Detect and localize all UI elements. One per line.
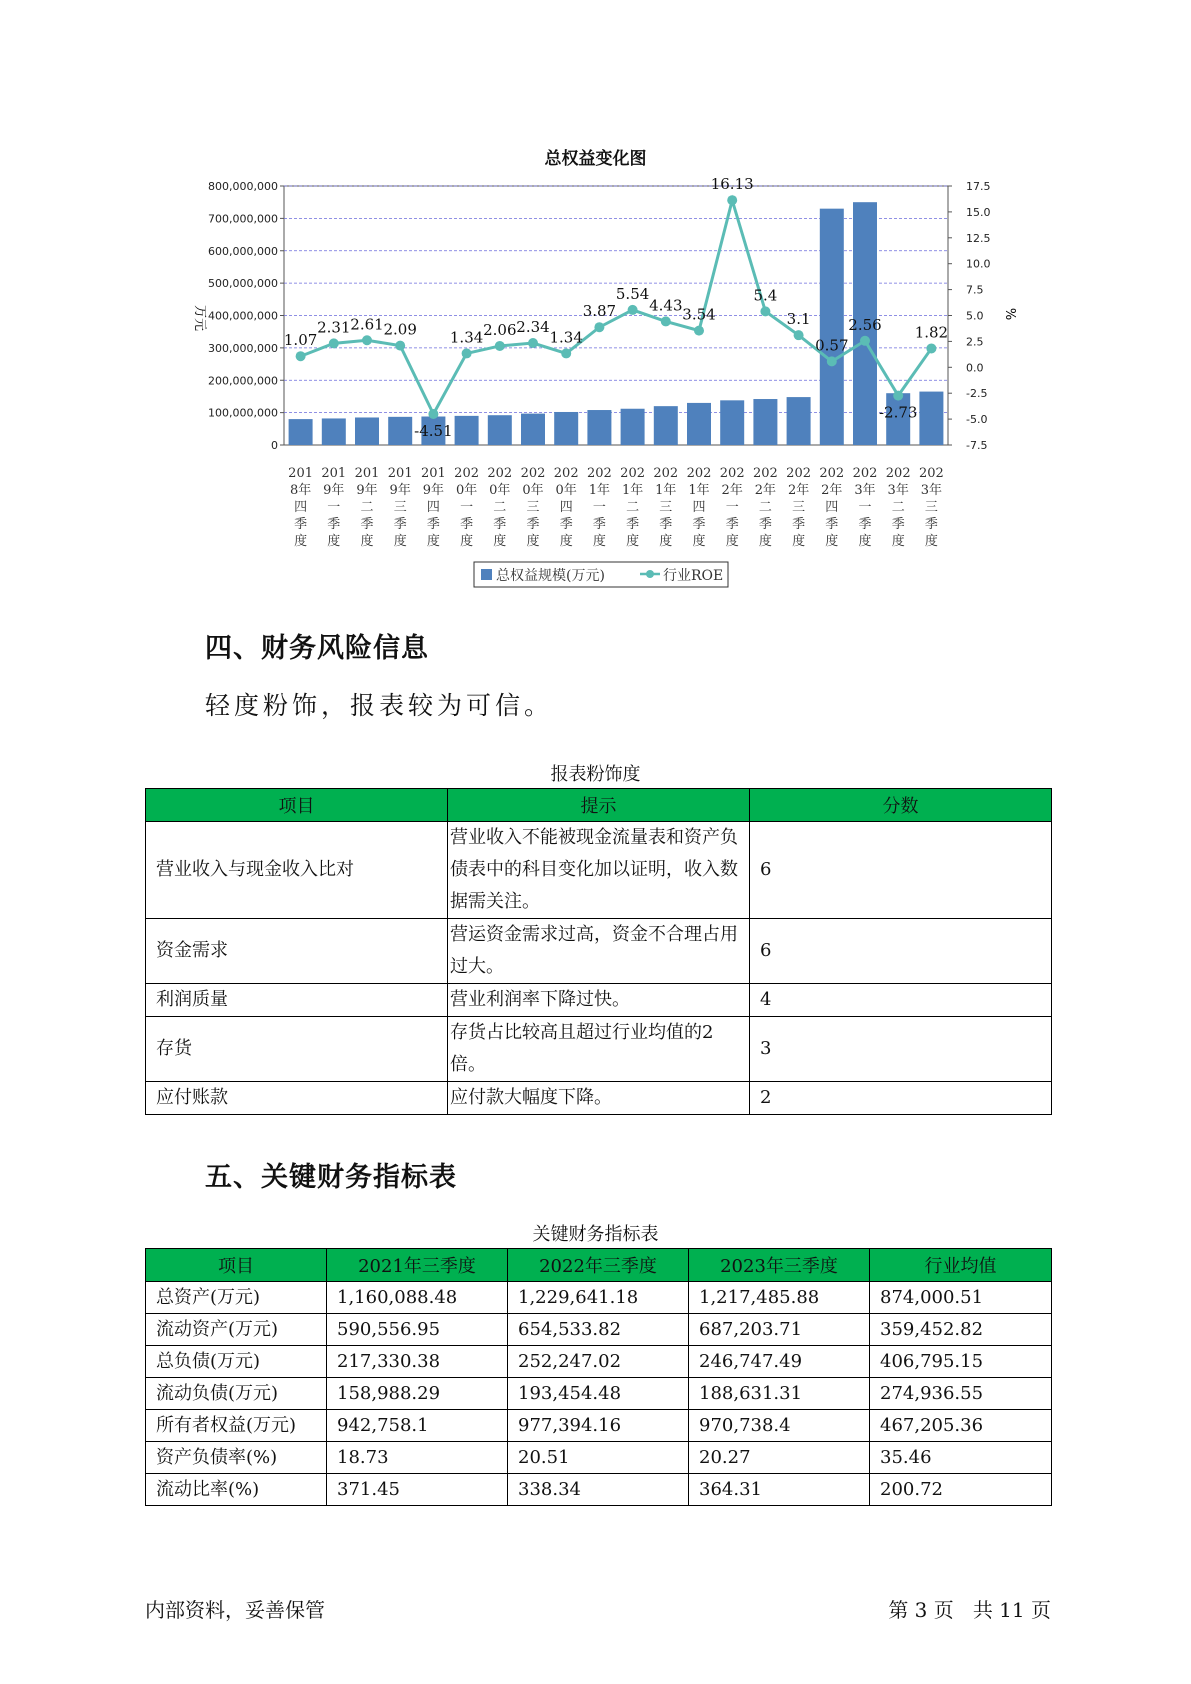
table-row <box>146 984 1052 1017</box>
y-tick-label: 800,000,000 <box>208 180 278 193</box>
x-tick-label: 202 1年二季度 <box>620 466 646 549</box>
kpi-value: 200.72 <box>870 1474 1052 1506</box>
bar <box>753 399 777 445</box>
kpi-value: 20.27 <box>689 1442 870 1474</box>
page-number: 第 3 页 共 11 页 <box>888 1598 1051 1622</box>
kpi-item: 总负债(万元) <box>146 1346 327 1378</box>
kpi-value: 188,631.31 <box>689 1378 870 1410</box>
kpi-value: 687,203.71 <box>689 1314 870 1346</box>
x-tick-label: 202 0年四季度 <box>553 466 579 549</box>
risk-table <box>145 788 1052 1115</box>
chart-title: 总权益变化图 <box>544 149 647 169</box>
roe-data-label: 1.34 <box>549 328 583 347</box>
legend-line-marker <box>646 570 654 578</box>
roe-point <box>528 338 538 348</box>
table-row <box>146 1442 1052 1474</box>
table-row <box>146 1378 1052 1410</box>
y-tick-label: 600,000,000 <box>208 244 278 258</box>
bar <box>521 414 545 445</box>
roe-point <box>926 343 936 353</box>
x-tick-label: 202 0年三季度 <box>520 466 546 549</box>
x-tick-label: 202 0年二季度 <box>487 466 513 549</box>
roe-data-label: 2.34 <box>516 318 550 337</box>
kpi-value: 158,988.29 <box>327 1378 508 1410</box>
risk-heading: 四、财务风险信息 <box>205 633 429 664</box>
risk-score: 6 <box>750 919 1052 984</box>
bar <box>587 410 611 445</box>
legend-bar-swatch <box>481 569 492 580</box>
risk-table-caption: 报表粉饰度 <box>550 764 641 785</box>
roe-data-label: 2.61 <box>350 315 384 334</box>
header-2023q3: 2023年三季度 <box>689 1249 870 1282</box>
bar <box>289 419 313 445</box>
header-industry-avg: 行业均值 <box>870 1249 1052 1282</box>
bar <box>654 406 678 445</box>
x-tick-label: 201 9年四季度 <box>420 466 446 549</box>
y-tick-label: 700,000,000 <box>208 212 278 226</box>
kpi-value: 970,738.4 <box>689 1410 870 1442</box>
kpi-value: 371.45 <box>327 1474 508 1506</box>
x-tick-label: 202 2年四季度 <box>819 466 845 549</box>
y-right-tick-label: 15.0 <box>966 205 991 219</box>
kpi-item: 流动负债(万元) <box>146 1378 327 1410</box>
risk-score: 4 <box>750 984 1052 1017</box>
bar <box>322 418 346 445</box>
roe-data-label: 0.57 <box>815 336 849 355</box>
risk-item: 存货 <box>146 1017 448 1082</box>
kpi-value: 1,229,641.18 <box>508 1282 689 1314</box>
x-tick-label: 202 2年二季度 <box>752 466 778 549</box>
bar <box>919 392 943 445</box>
table-row <box>146 1017 1052 1082</box>
kpi-value: 1,160,088.48 <box>327 1282 508 1314</box>
roe-point <box>794 330 804 340</box>
roe-point <box>296 351 306 361</box>
y-right-tick-label: 12.5 <box>966 231 991 245</box>
roe-point <box>594 322 604 332</box>
kpi-value: 977,394.16 <box>508 1410 689 1442</box>
roe-data-label: 1.82 <box>914 323 949 342</box>
kpi-value: 252,247.02 <box>508 1346 689 1378</box>
header-tip: 提示 <box>448 789 750 822</box>
header-item: 项目 <box>146 1249 327 1282</box>
bar <box>554 412 578 445</box>
y-right-tick-label: 10.0 <box>966 257 991 271</box>
y-tick-label: 0 <box>271 439 278 452</box>
roe-point <box>727 195 737 205</box>
table-row <box>146 1474 1052 1506</box>
kpi-value: 246,747.49 <box>689 1346 870 1378</box>
risk-score: 2 <box>750 1082 1052 1115</box>
x-tick-label: 202 3年一季度 <box>852 466 878 549</box>
x-tick-label: 201 9年二季度 <box>354 466 380 549</box>
kpi-item: 所有者权益(万元) <box>146 1410 327 1442</box>
kpi-value: 18.73 <box>327 1442 508 1474</box>
equity-chart <box>0 0 1191 600</box>
kpi-value: 364.31 <box>689 1474 870 1506</box>
kpi-value: 359,452.82 <box>870 1314 1052 1346</box>
kpi-value: 406,795.15 <box>870 1346 1052 1378</box>
y-tick-label: 400,000,000 <box>208 309 278 323</box>
roe-point <box>893 391 903 401</box>
risk-tip: 营业利润率下降过快。 <box>448 984 750 1017</box>
bar <box>787 397 811 445</box>
kpi-heading: 五、关键财务指标表 <box>205 1162 457 1193</box>
kpi-value: 942,758.1 <box>327 1410 508 1442</box>
risk-tip: 营业收入不能被现金流量表和资产负债表中的科目变化加以证明，收入数据需关注。 <box>448 822 750 919</box>
legend-bar-label: 总权益规模(万元) <box>496 568 605 584</box>
kpi-value: 35.46 <box>870 1442 1052 1474</box>
kpi-value: 874,000.51 <box>870 1282 1052 1314</box>
roe-data-label: 16.13 <box>710 175 754 194</box>
bar <box>687 403 711 445</box>
y-right-tick-label: 2.5 <box>966 335 984 349</box>
header-score: 分数 <box>750 789 1052 822</box>
table-row <box>146 919 1052 984</box>
y-right-tick-label: 17.5 <box>966 180 991 193</box>
y-right-tick-label: 0.0 <box>966 361 984 375</box>
chart-svg <box>0 0 1191 600</box>
y-right-tick-label: -7.5 <box>966 439 988 452</box>
x-tick-label: 201 9年三季度 <box>387 466 413 549</box>
y-left-axis-label: 万元 <box>192 304 207 332</box>
risk-item: 利润质量 <box>146 984 448 1017</box>
footer-left: 内部资料，妥善保管 <box>145 1598 325 1622</box>
roe-point <box>860 336 870 346</box>
risk-summary: 轻度粉饰，报表较为可信。 <box>205 691 554 720</box>
y-right-tick-label: 5.0 <box>966 309 984 323</box>
roe-point <box>329 338 339 348</box>
table-row <box>146 1282 1052 1314</box>
risk-item: 资金需求 <box>146 919 448 984</box>
kpi-value: 467,205.36 <box>870 1410 1052 1442</box>
x-tick-label: 202 3年二季度 <box>885 466 911 549</box>
roe-data-label: 5.54 <box>615 284 650 303</box>
kpi-item: 流动比率(%) <box>146 1474 327 1506</box>
risk-item: 营业收入与现金收入比对 <box>146 822 448 919</box>
bar <box>720 400 744 445</box>
roe-data-label: 2.09 <box>383 320 417 339</box>
roe-data-label: 4.43 <box>649 296 683 315</box>
x-tick-label: 201 9年一季度 <box>321 466 347 549</box>
x-tick-label: 202 2年一季度 <box>719 466 745 549</box>
roe-data-label: 1.07 <box>283 331 318 350</box>
kpi-item: 流动资产(万元) <box>146 1314 327 1346</box>
roe-point <box>628 305 638 315</box>
roe-point <box>694 326 704 336</box>
header-2022q3: 2022年三季度 <box>508 1249 689 1282</box>
roe-data-label: 5.4 <box>753 286 778 305</box>
bar <box>455 416 479 445</box>
bar <box>388 417 412 445</box>
table-row <box>146 822 1052 919</box>
y-tick-label: 200,000,000 <box>208 374 278 388</box>
risk-tip: 营运资金需求过高，资金不合理占用过大。 <box>448 919 750 984</box>
kpi-table-caption: 关键财务指标表 <box>532 1224 659 1245</box>
y-tick-label: 500,000,000 <box>208 277 278 291</box>
kpi-table-header <box>146 1249 1052 1282</box>
kpi-item: 资产负债率(%) <box>146 1442 327 1474</box>
legend-line-label: 行业ROE <box>663 568 724 584</box>
y-right-axis-label: % <box>1002 307 1017 321</box>
x-tick-label: 202 2年三季度 <box>786 466 812 549</box>
kpi-value: 274,936.55 <box>870 1378 1052 1410</box>
risk-score: 6 <box>750 822 1052 919</box>
roe-point <box>827 356 837 366</box>
roe-point <box>362 335 372 345</box>
kpi-table <box>145 1248 1052 1506</box>
roe-data-label: 2.56 <box>848 315 882 334</box>
x-tick-label: 202 1年一季度 <box>586 466 612 549</box>
roe-point <box>561 348 571 358</box>
risk-item: 应付账款 <box>146 1082 448 1115</box>
roe-data-label: 2.06 <box>483 320 517 339</box>
kpi-value: 193,454.48 <box>508 1378 689 1410</box>
kpi-value: 338.34 <box>508 1474 689 1506</box>
roe-point <box>395 341 405 351</box>
bar <box>355 417 379 445</box>
kpi-value: 590,556.95 <box>327 1314 508 1346</box>
roe-data-label: -2.73 <box>878 403 918 422</box>
roe-point <box>462 348 472 358</box>
x-tick-label: 202 1年四季度 <box>686 466 712 549</box>
roe-point <box>661 316 671 326</box>
bar <box>820 209 844 445</box>
risk-tip: 应付款大幅度下降。 <box>448 1082 750 1115</box>
roe-point <box>760 306 770 316</box>
roe-data-label: 2.31 <box>317 318 351 337</box>
roe-data-label: 3.54 <box>682 305 716 324</box>
kpi-item: 总资产(万元) <box>146 1282 327 1314</box>
table-row <box>146 1082 1052 1115</box>
bar <box>488 415 512 445</box>
roe-data-label: -4.51 <box>414 422 453 441</box>
roe-data-label: 1.34 <box>449 328 484 347</box>
y-right-tick-label: -5.0 <box>966 413 988 427</box>
table-row <box>146 1314 1052 1346</box>
table-row <box>146 1346 1052 1378</box>
x-tick-label: 201 8年四季度 <box>288 466 314 549</box>
risk-tip: 存货占比较高且超过行业均值的2倍。 <box>448 1017 750 1082</box>
header-item: 项目 <box>146 789 448 822</box>
x-tick-label: 202 1年三季度 <box>653 466 679 549</box>
y-right-tick-label: 7.5 <box>966 283 984 297</box>
risk-score: 3 <box>750 1017 1052 1082</box>
bar <box>621 409 645 445</box>
x-tick-label: 202 3年三季度 <box>918 466 944 549</box>
risk-table-header <box>146 789 1052 822</box>
kpi-value: 654,533.82 <box>508 1314 689 1346</box>
table-row <box>146 1410 1052 1442</box>
x-tick-label: 202 0年一季度 <box>454 466 480 549</box>
kpi-value: 217,330.38 <box>327 1346 508 1378</box>
kpi-value: 1,217,485.88 <box>689 1282 870 1314</box>
y-tick-label: 300,000,000 <box>208 341 278 355</box>
y-tick-label: 100,000,000 <box>208 406 278 420</box>
y-right-tick-label: -2.5 <box>966 387 988 401</box>
roe-data-label: 3.1 <box>786 310 811 329</box>
roe-point <box>428 409 438 419</box>
header-2021q3: 2021年三季度 <box>327 1249 508 1282</box>
roe-data-label: 3.87 <box>582 302 617 321</box>
roe-point <box>495 341 505 351</box>
kpi-value: 20.51 <box>508 1442 689 1474</box>
